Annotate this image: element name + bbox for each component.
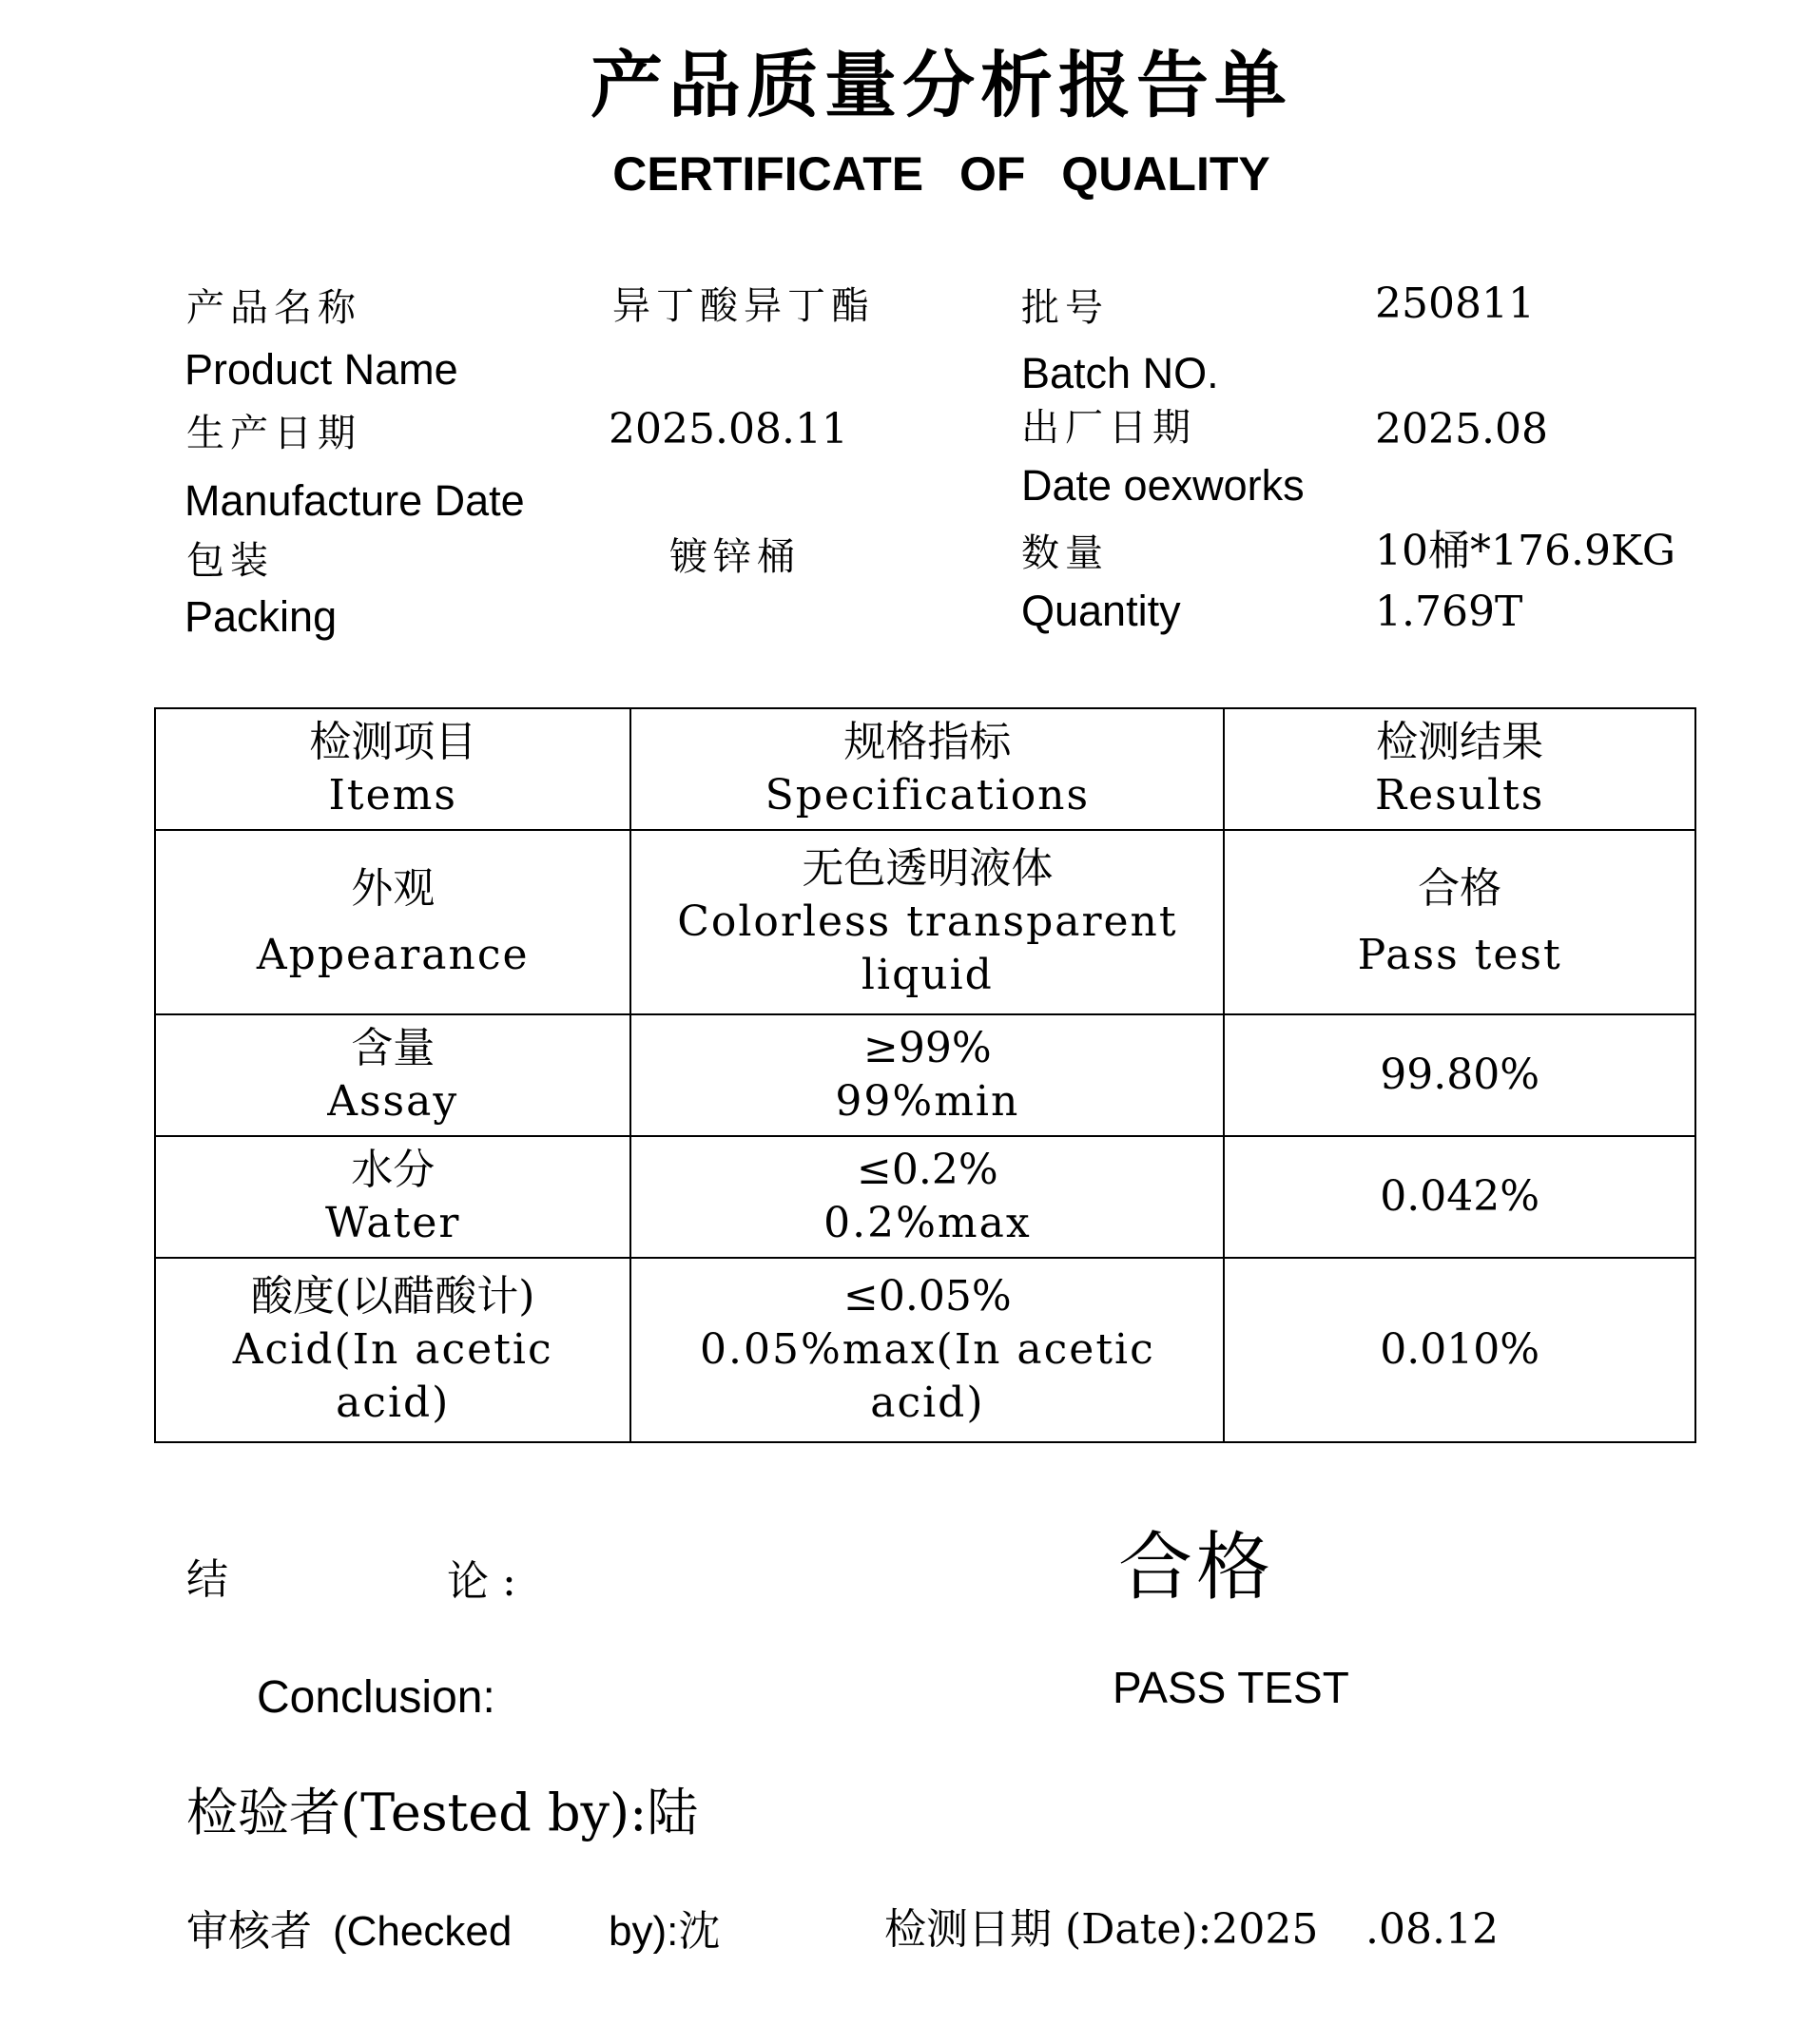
- header-cn: 检测结果: [1376, 718, 1544, 766]
- header-items: [155, 708, 630, 830]
- item-en: Water: [325, 1199, 461, 1247]
- checked-by-label-cn: 审核者: [186, 1907, 312, 1956]
- spec-cell: [630, 830, 1224, 1014]
- batch-label-en: Batch NO.: [1021, 349, 1219, 397]
- conclusion-label-cn-1: 结: [186, 1555, 228, 1604]
- exworks-date-label-cn: 出厂日期: [1021, 406, 1196, 450]
- tested-by: 检验者(Tested by):陆: [186, 1783, 699, 1842]
- spec-line: acid): [870, 1379, 985, 1427]
- checked-by-name: by):沈: [609, 1908, 721, 1955]
- header-cn: 检测项目: [309, 718, 477, 766]
- spec-line: ≤0.05%: [843, 1272, 1012, 1321]
- table-row: [155, 1136, 1695, 1258]
- header-specifications: [630, 708, 1224, 830]
- item-cell: [155, 1136, 630, 1258]
- result-line: Pass test: [1357, 931, 1562, 979]
- table-row: [155, 830, 1695, 1014]
- result-line: 0.042%: [1380, 1172, 1540, 1221]
- packing-label-en: Packing: [184, 592, 338, 641]
- result-cell: [1224, 1136, 1695, 1258]
- item-cell: [155, 1258, 630, 1442]
- specification-table: [154, 707, 1696, 1443]
- quantity-tonnage: 1.769T: [1375, 588, 1523, 636]
- spec-line: 0.2%max: [823, 1199, 1032, 1247]
- conclusion-result-en: PASS TEST: [1113, 1663, 1349, 1712]
- packing-value: 镀锌桶: [669, 535, 801, 579]
- table-row: [155, 1258, 1695, 1442]
- manufacture-date-label-en: Manufacture Date: [184, 476, 525, 525]
- item-cn: 含量: [351, 1024, 436, 1072]
- quantity-value: 10桶*176.9KG: [1375, 527, 1675, 575]
- result-cell: [1224, 1258, 1695, 1442]
- product-name-label-cn: 产品名称: [186, 286, 361, 330]
- result-line: 99.80%: [1380, 1051, 1540, 1099]
- spec-cell: [630, 1258, 1224, 1442]
- spec-line: ≥99%: [863, 1024, 992, 1072]
- exworks-date-label-en: Date oexworks: [1021, 461, 1305, 510]
- item-en: Appearance: [256, 931, 530, 979]
- result-line: 0.010%: [1380, 1325, 1540, 1374]
- document-title-cn: 产品质量分析报告单: [591, 43, 1292, 127]
- quantity-label-cn: 数量: [1021, 531, 1109, 575]
- spec-cell: [630, 1136, 1224, 1258]
- exworks-date-value: 2025.08: [1375, 405, 1548, 453]
- spec-line: 99%min: [835, 1077, 1020, 1126]
- item-cell: [155, 1014, 630, 1136]
- header-cn: 规格指标: [843, 718, 1012, 766]
- quantity-label-en: Quantity: [1021, 587, 1181, 635]
- test-date-label: 检测日期 (Date):2025: [884, 1905, 1319, 1954]
- spec-cell: [630, 1014, 1224, 1136]
- spec-line: Colorless transparent: [677, 897, 1178, 946]
- item-cn: 酸度(以醋酸计): [251, 1272, 535, 1321]
- spec-line: 无色透明液体: [802, 844, 1054, 893]
- spec-line: liquid: [861, 951, 994, 999]
- product-name-label-en: Product Name: [184, 345, 458, 394]
- result-cell: [1224, 830, 1695, 1014]
- result-cell: [1224, 1014, 1695, 1136]
- packing-label-cn: 包装: [186, 539, 274, 583]
- item-en: Acid(In acetic: [232, 1325, 553, 1374]
- manufacture-date-label-cn: 生产日期: [186, 412, 361, 455]
- checked-by-label-en: (Checked: [333, 1908, 513, 1955]
- item-cn: 水分: [351, 1146, 436, 1194]
- header-en: Results: [1374, 771, 1545, 820]
- item-en: acid): [336, 1379, 451, 1427]
- item-cn: 外观: [351, 864, 436, 913]
- table-header-row: [155, 708, 1695, 830]
- batch-value: 250811: [1375, 280, 1535, 328]
- conclusion-label-en: Conclusion:: [257, 1672, 495, 1723]
- batch-label-cn: 批号: [1021, 286, 1109, 330]
- spec-line: 0.05%max(In acetic: [700, 1325, 1155, 1374]
- conclusion-result-cn: 合格: [1118, 1525, 1275, 1610]
- product-name-value: 异丁酸异丁酯: [612, 284, 875, 328]
- item-cell: [155, 830, 630, 1014]
- manufacture-date-value: 2025.08.11: [609, 405, 848, 453]
- document-title-en: CERTIFICATE OF QUALITY: [612, 147, 1270, 201]
- result-line: 合格: [1418, 864, 1502, 913]
- table-row: [155, 1014, 1695, 1136]
- item-en: Assay: [327, 1077, 459, 1126]
- header-en: Items: [328, 771, 457, 820]
- conclusion-label-cn-2: 论 :: [447, 1557, 516, 1606]
- test-date-value: .08.12: [1365, 1905, 1499, 1954]
- spec-line: ≤0.2%: [857, 1146, 998, 1194]
- header-results: [1224, 708, 1695, 830]
- header-en: Specifications: [765, 771, 1091, 820]
